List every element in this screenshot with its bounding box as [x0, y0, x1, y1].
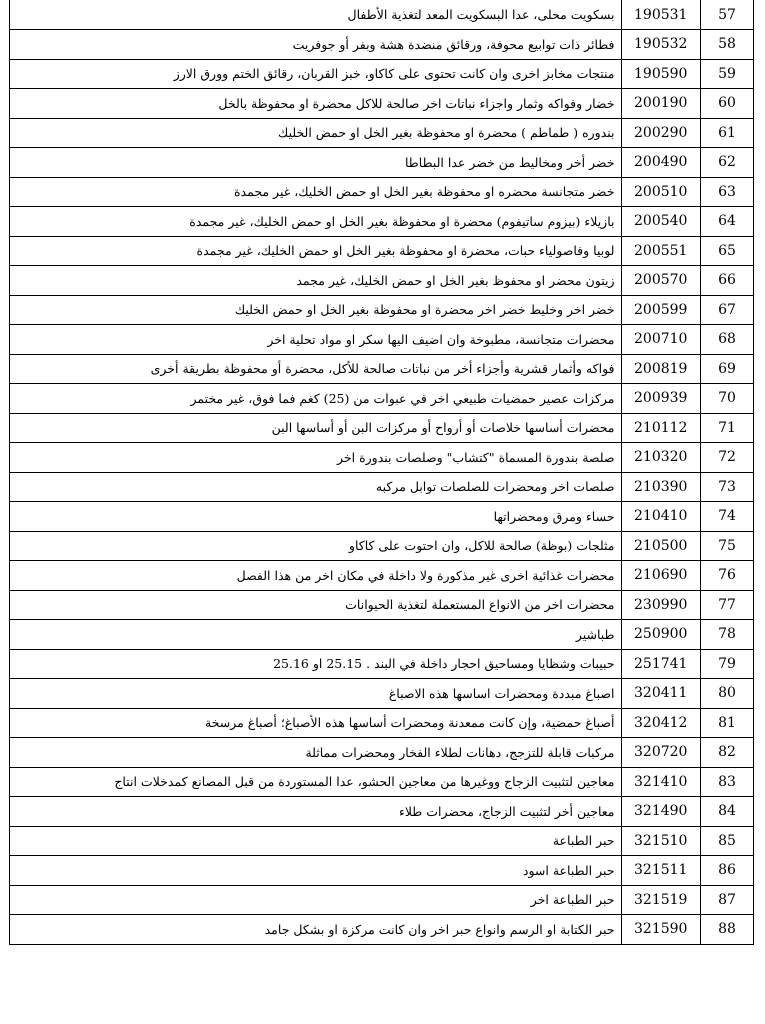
item-description: مركبات قابلة للتزجج، دهانات لطلاء الفخار ومحضرات مماثلة: [10, 738, 622, 768]
tariff-code: 200599: [621, 295, 700, 325]
table-row: [10, 384, 754, 414]
table-row: [10, 472, 754, 502]
row-number: 81: [700, 708, 753, 738]
table-row: [10, 0, 754, 30]
table-row: [10, 738, 754, 768]
item-description: فواكه وأثمار قشرية وأجزاء أخر من نباتات صالحة للأكل، محضرة أو محفوظة بطريقة أخرى: [10, 354, 622, 384]
row-number: 68: [700, 325, 753, 355]
row-number: 83: [700, 767, 753, 797]
item-description: خضر أخر ومخاليط من خضر عدا البطاطا: [10, 148, 622, 178]
item-description: حبيبات وشظايا ومساحيق احجار داخلة في البند . 25.15 او 25.16: [10, 649, 622, 679]
item-description: حبر الكتابة او الرسم وانواع حبر اخر وان كانت مركزة او بشكل جامد: [10, 915, 622, 945]
item-description: طباشير: [10, 620, 622, 650]
row-number: 62: [700, 148, 753, 178]
row-number: 78: [700, 620, 753, 650]
item-description: حبر الطباعة اخر: [10, 885, 622, 915]
table-row: [10, 30, 754, 60]
tariff-code: 210410: [621, 502, 700, 532]
tariff-code: 321511: [621, 856, 700, 886]
row-number: 82: [700, 738, 753, 768]
item-description: حساء ومرق ومحضراتها: [10, 502, 622, 532]
tariff-code: 230990: [621, 590, 700, 620]
item-description: خضر اخر وخليط خضر اخر محضرة او محفوظة بغير الخل او حمض الخليك: [10, 295, 622, 325]
row-number: 72: [700, 443, 753, 473]
table-row: [10, 443, 754, 473]
tariff-code: 210500: [621, 531, 700, 561]
row-number: 65: [700, 236, 753, 266]
tariff-code: 200540: [621, 207, 700, 237]
row-number: 73: [700, 472, 753, 502]
row-number: 87: [700, 885, 753, 915]
row-number: 70: [700, 384, 753, 414]
tariff-code: 321590: [621, 915, 700, 945]
table-row: [10, 531, 754, 561]
item-description: معاجين أخر لتثبيت الزجاج، محضرات طلاء: [10, 797, 622, 827]
row-number: 64: [700, 207, 753, 237]
item-description: صلصة بندورة المسماة "كتشاب" وصلصات بندورة اخر: [10, 443, 622, 473]
item-description: صلصات اخر ومحضرات للصلصات توابل مركبه: [10, 472, 622, 502]
item-description: لوبيا وفاصولياء حبات، محضرة او محفوظة بغير الخل او حمض الخليك، غير مجمدة: [10, 236, 622, 266]
table-row: [10, 590, 754, 620]
tariff-code: 210112: [621, 413, 700, 443]
item-description: بسكويت محلى، عدا البسكويت المعد لتغذية الأطفال: [10, 0, 622, 30]
table-row: [10, 413, 754, 443]
table-row: [10, 885, 754, 915]
item-description: فطائر ذات توابيع محوفة، ورقائق منضدة هشة وبفر أو جوفريت: [10, 30, 622, 60]
item-description: محضرات أساسها خلاصات أو أرواح أو مركزات البن أو أساسها البن: [10, 413, 622, 443]
row-number: 69: [700, 354, 753, 384]
tariff-code: 210690: [621, 561, 700, 591]
item-description: حبر الطباعة اسود: [10, 856, 622, 886]
item-description: خضار وفواكه وثمار واجزاء نباتات اخر صالحة للاكل محضرة او محفوظة بالخل: [10, 89, 622, 119]
row-number: 57: [700, 0, 753, 30]
row-number: 66: [700, 266, 753, 296]
item-description: خضر متجانسة محضره او محفوظة بغير الخل او حمض الخليك، غير مجمدة: [10, 177, 622, 207]
tariff-code: 190531: [621, 0, 700, 30]
tariff-table: [9, 0, 754, 945]
item-description: معاجين لتثبيت الزجاج ووغيرها من معاجين الحشو، عدا المستوردة من قبل المصانع كمدخلات انتاج: [10, 767, 622, 797]
row-number: 61: [700, 118, 753, 148]
table-row: [10, 826, 754, 856]
item-description: محضرات متجانسة، مطبوخة وان اضيف اليها سكر او مواد تحلية اخر: [10, 325, 622, 355]
table-row: [10, 148, 754, 178]
row-number: 59: [700, 59, 753, 89]
tariff-code: 200190: [621, 89, 700, 119]
table-row: [10, 295, 754, 325]
row-number: 76: [700, 561, 753, 591]
table-row: [10, 767, 754, 797]
tariff-code: 251741: [621, 649, 700, 679]
tariff-code: 200570: [621, 266, 700, 296]
row-number: 67: [700, 295, 753, 325]
table-row: [10, 354, 754, 384]
tariff-code: 210320: [621, 443, 700, 473]
row-number: 80: [700, 679, 753, 709]
tariff-code: 200710: [621, 325, 700, 355]
table-row: [10, 708, 754, 738]
table-row: [10, 89, 754, 119]
table-row: [10, 915, 754, 945]
tariff-code: 320411: [621, 679, 700, 709]
item-description: أصباغ حمضية، وإن كانت ممعدنة ومحضرات أساسها هذه الأصباغ؛ أصباغ مرسخة: [10, 708, 622, 738]
item-description: مثلجات (بوظة) صالحة للاكل، وان احتوت على كاكاو: [10, 531, 622, 561]
row-number: 60: [700, 89, 753, 119]
tariff-code: 190590: [621, 59, 700, 89]
tariff-code: 190532: [621, 30, 700, 60]
table-row: [10, 59, 754, 89]
tariff-code: 200490: [621, 148, 700, 178]
row-number: 58: [700, 30, 753, 60]
table-row: [10, 856, 754, 886]
table-row: [10, 177, 754, 207]
row-number: 71: [700, 413, 753, 443]
tariff-code: 320412: [621, 708, 700, 738]
tariff-code: 200290: [621, 118, 700, 148]
tariff-code: 200510: [621, 177, 700, 207]
table-row: [10, 118, 754, 148]
table-row: [10, 266, 754, 296]
item-description: اصباغ مبددة ومحضرات اساسها هذه الاصباغ: [10, 679, 622, 709]
row-number: 77: [700, 590, 753, 620]
row-number: 79: [700, 649, 753, 679]
tariff-code: 321490: [621, 797, 700, 827]
item-description: منتجات مخابز اخرى وان كانت تحتوى على كاكاو، خبز القربان، رقائق الختم وورق الارز: [10, 59, 622, 89]
tariff-code: 321510: [621, 826, 700, 856]
table-row: [10, 236, 754, 266]
item-description: زيتون محضر او محفوظ بغير الخل او حمض الخليك، غير مجمد: [10, 266, 622, 296]
tariff-table-body: [10, 0, 754, 944]
row-number: 85: [700, 826, 753, 856]
row-number: 75: [700, 531, 753, 561]
table-row: [10, 797, 754, 827]
tariff-code: 321519: [621, 885, 700, 915]
tariff-code: 200551: [621, 236, 700, 266]
table-row: [10, 620, 754, 650]
tariff-code: 250900: [621, 620, 700, 650]
table-row: [10, 561, 754, 591]
row-number: 88: [700, 915, 753, 945]
item-description: محضرات غذائية اخرى غير مذكورة ولا داخلة في مكان اخر من هذا الفصل: [10, 561, 622, 591]
row-number: 74: [700, 502, 753, 532]
row-number: 86: [700, 856, 753, 886]
table-row: [10, 679, 754, 709]
tariff-code: 321410: [621, 767, 700, 797]
item-description: محضرات اخر من الانواع المستعملة لتغذية الحيوانات: [10, 590, 622, 620]
item-description: بازيلاء (بيزوم ساتيفوم) محضرة او محفوظة بغير الخل او حمض الخليك، غير مجمدة: [10, 207, 622, 237]
table-row: [10, 502, 754, 532]
item-description: مركزات عصير حمضيات طبيعي اخر في عبوات من (25) كغم فما فوق، غير مختمر: [10, 384, 622, 414]
row-number: 84: [700, 797, 753, 827]
tariff-code: 210390: [621, 472, 700, 502]
table-row: [10, 325, 754, 355]
item-description: بندوره ( طماطم ) محضرة او محفوظة بغير الخل او حمض الخليك: [10, 118, 622, 148]
table-row: [10, 649, 754, 679]
tariff-code: 200819: [621, 354, 700, 384]
row-number: 63: [700, 177, 753, 207]
tariff-code: 320720: [621, 738, 700, 768]
tariff-code: 200939: [621, 384, 700, 414]
table-row: [10, 207, 754, 237]
item-description: حبر الطباعة: [10, 826, 622, 856]
